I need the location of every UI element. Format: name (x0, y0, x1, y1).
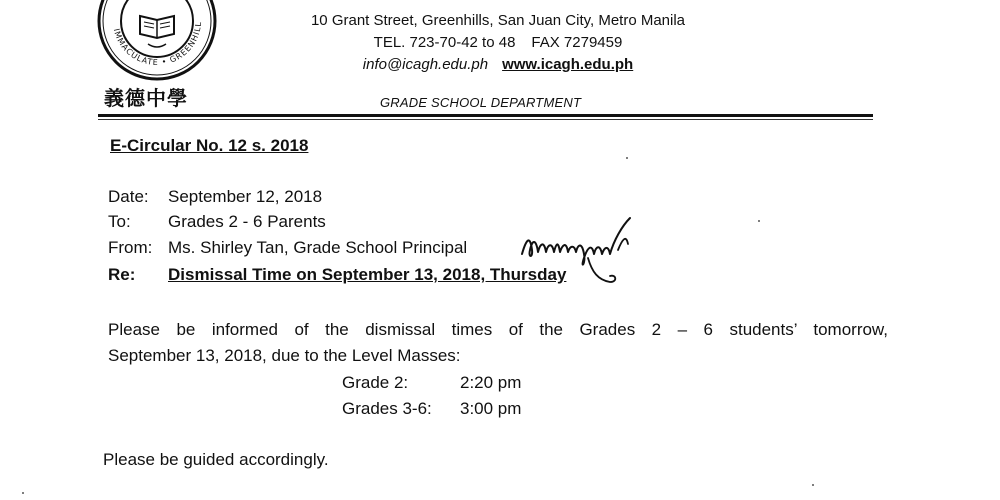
paragraph-line-2: September 13, 2018, due to the Level Masses: (108, 346, 461, 365)
memo-from-row (108, 238, 467, 258)
contact-numbers (288, 32, 708, 54)
department-title: GRADE SCHOOL DEPARTMENT (380, 95, 582, 110)
schedule-time: 3:00 pm (460, 399, 522, 418)
svg-text:IMMACULATE • GREENHILLS • ACAD: IMMACULATE • GREENHILL (111, 20, 204, 68)
fax: FAX 7279459 (531, 34, 623, 51)
school-chinese-name: 義德中學 (104, 86, 188, 110)
subject-value: Dismissal Time on September 13, 2018, Thursday (168, 265, 567, 284)
principal-signature (518, 210, 658, 290)
scan-speck (758, 220, 760, 222)
school-address: 10 Grant Street, Greenhills, San Juan City, Metro Manila (310, 12, 686, 29)
school-seal-logo (96, 0, 218, 82)
to-value: Grades 2 - 6 Parents (168, 212, 326, 231)
closing-line: Please be guided accordingly. (103, 450, 329, 469)
scan-speck (22, 492, 24, 494)
school-website-link[interactable]: www.icagh.edu.ph (502, 56, 634, 73)
header-divider-thin (98, 119, 873, 120)
memo-subject-row (108, 265, 566, 285)
date-label: Date: (108, 187, 149, 206)
scan-speck (626, 157, 628, 159)
from-value: Ms. Shirley Tan, Grade School Principal (168, 238, 468, 257)
schedule-row-grade-2 (342, 370, 521, 396)
memo-to-row (108, 212, 326, 232)
memo-date-row (108, 187, 322, 207)
notice-paragraph (108, 317, 888, 369)
telephone: TEL. 723-70-42 to 48 (373, 34, 516, 51)
school-header (288, 6, 708, 76)
schedule-grade: Grades 3-6: (342, 399, 432, 418)
paragraph-line-1: Please be informed of the dismissal times of the Grades 2 – 6 students’ tomorrow, (108, 320, 888, 339)
circular-number: E-Circular No. 12 s. 2018 (110, 136, 309, 155)
school-email-link[interactable]: info@icagh.edu.ph (362, 56, 489, 73)
re-label: Re: (108, 265, 136, 284)
schedule-time: 2:20 pm (460, 373, 522, 392)
header-divider (98, 114, 873, 117)
to-label: To: (108, 212, 131, 231)
schedule-row-grades-3-6 (342, 396, 521, 422)
scan-speck (812, 484, 814, 486)
date-value: September 12, 2018 (168, 187, 323, 206)
schedule-grade: Grade 2: (342, 373, 409, 392)
dismissal-schedule (342, 370, 521, 422)
from-label: From: (108, 238, 153, 257)
